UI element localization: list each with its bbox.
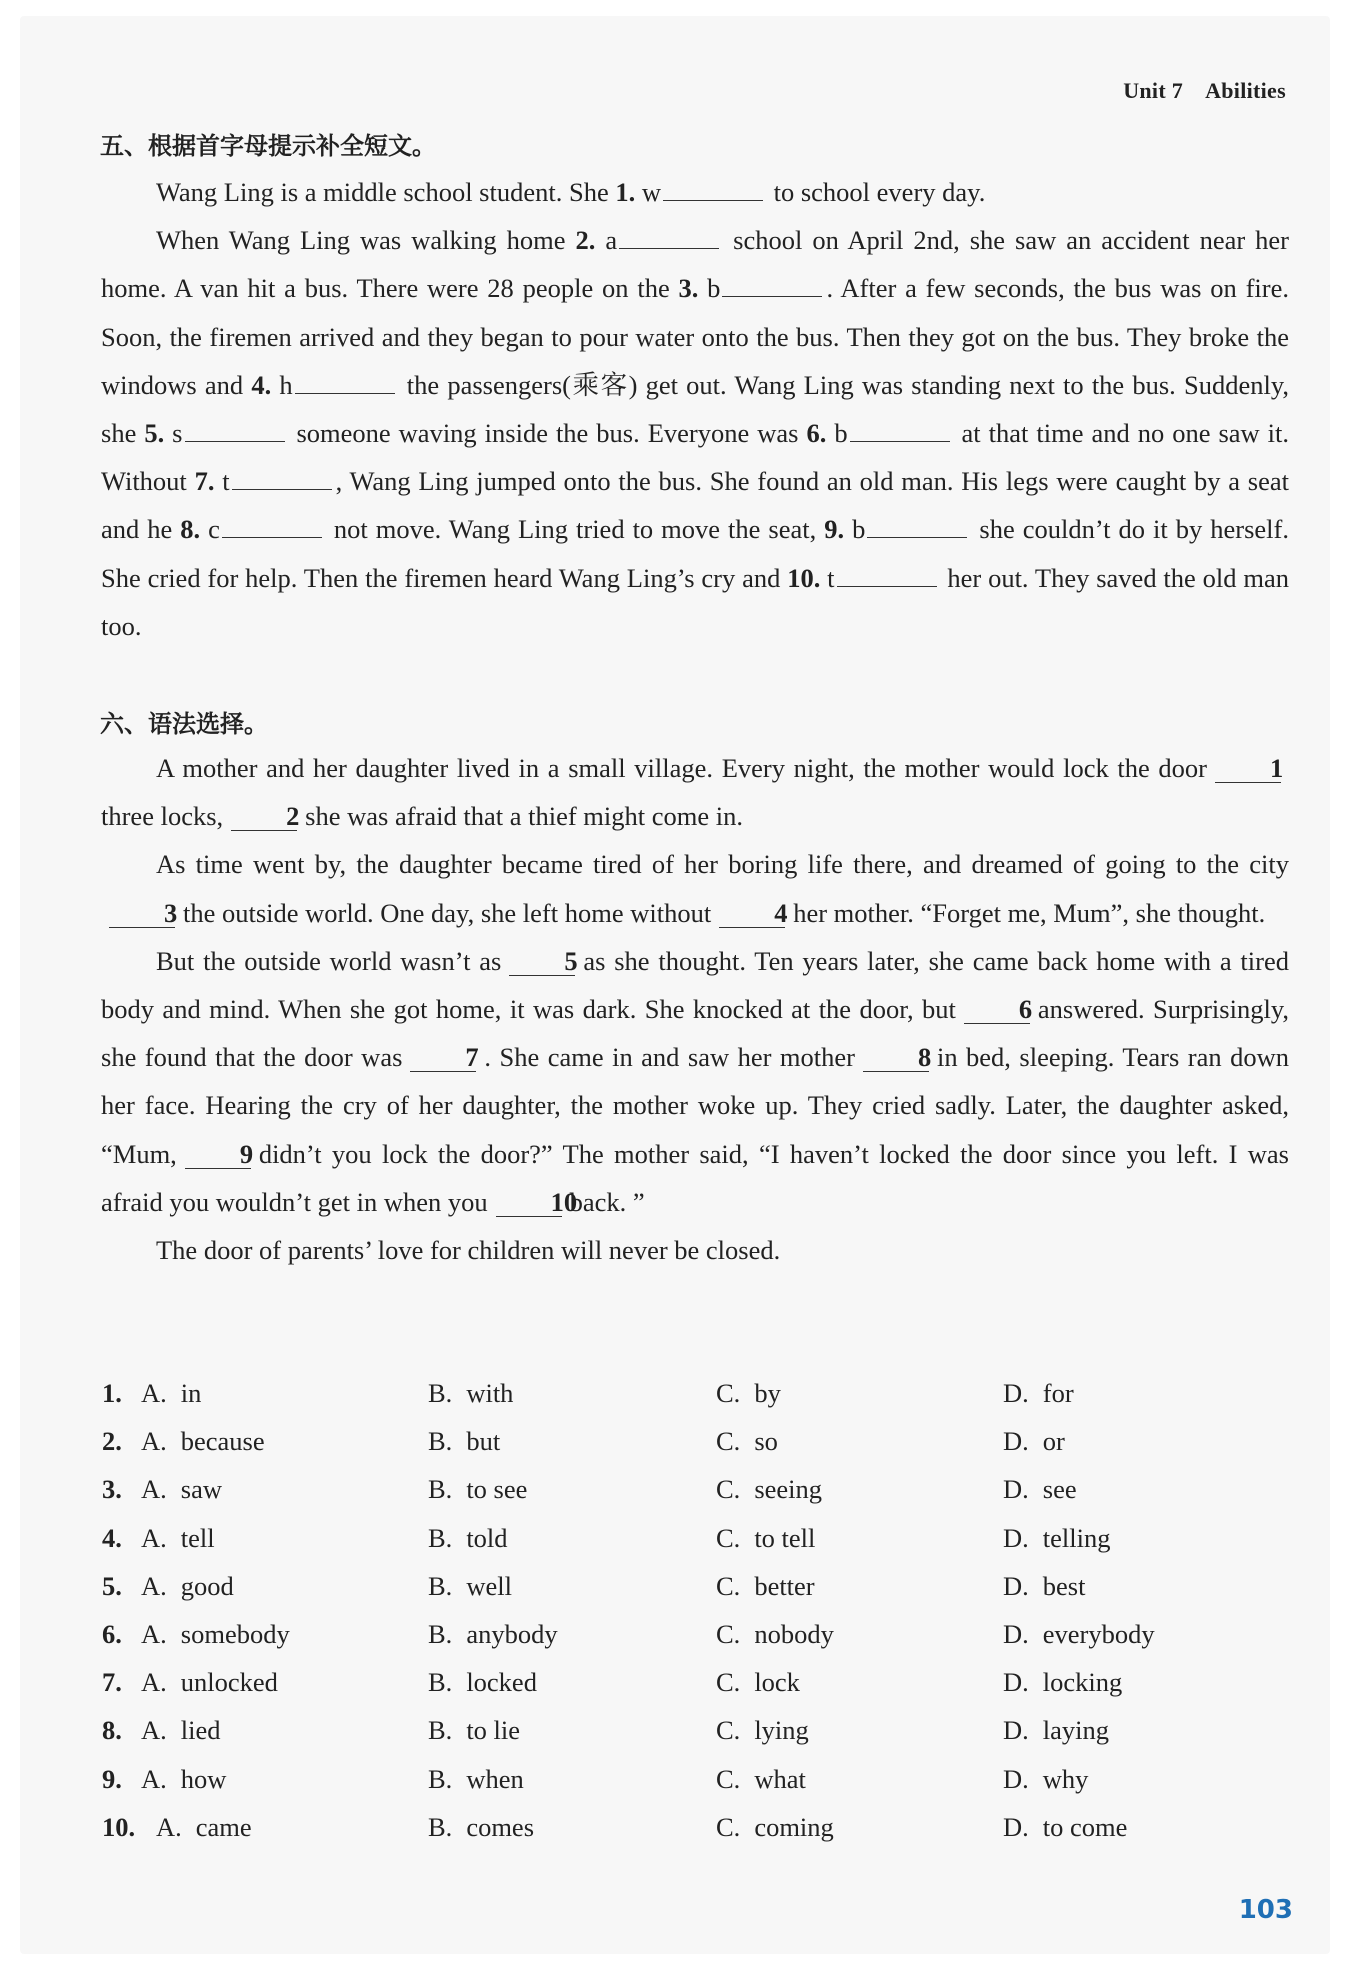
option-d[interactable]: D. everybody xyxy=(1003,1618,1155,1649)
page-header xyxy=(1123,78,1286,104)
gap-8[interactable]: 8 xyxy=(863,1043,929,1072)
options-list xyxy=(102,1370,1302,1852)
blank-10[interactable] xyxy=(837,562,937,587)
option-d[interactable]: D. laying xyxy=(1003,1715,1110,1746)
option-c[interactable]: C. what xyxy=(716,1763,806,1794)
blank-9[interactable] xyxy=(867,513,967,538)
gap-1[interactable]: 1 xyxy=(1215,754,1281,783)
blank-5[interactable] xyxy=(185,417,285,442)
option-a[interactable]: A. saw xyxy=(141,1474,222,1505)
option-c[interactable]: C. seeing xyxy=(716,1474,823,1505)
section6-title: 六、语法选择。 xyxy=(100,710,268,738)
option-d[interactable]: D. why xyxy=(1003,1763,1089,1794)
option-row xyxy=(102,1515,1302,1563)
question-number: 7. xyxy=(102,1667,122,1698)
option-a[interactable]: A. good xyxy=(141,1570,234,1601)
option-row xyxy=(102,1466,1302,1514)
blank-6[interactable] xyxy=(850,417,950,442)
question-number: 2. xyxy=(102,1426,122,1457)
question-number: 9. xyxy=(102,1763,122,1794)
option-d[interactable]: D. locking xyxy=(1003,1667,1123,1698)
option-a[interactable]: A. lied xyxy=(141,1715,221,1746)
option-a[interactable]: A. tell xyxy=(141,1522,215,1553)
option-d[interactable]: D. best xyxy=(1003,1570,1086,1601)
section5-paragraph-2: When Wang Ling was walking home 2. a school on April 2nd, she saw an accident near her home. A van hit a bus. There were 28 people on the 3. b . After a few seconds, the bus was on fire. Soon, the firemen arrived and they began to pour water onto the bus. Then they got on the bus. They broke the windows and 4. h the passengers(乘客) get out. Wang Ling was standing next to the bus. Suddenly, she 5. s someone waving inside the bus. Everyone was 6. b at that time and no one saw it. Without 7. t , Wang Ling jumped onto the bus. She found an old man. His legs were caught by a seat and he 8. c not move. Wang Ling tried to move the seat, 9. b she couldn’t do it by herself. She cried for help. Then the firemen heard Wang Ling’s cry and 10. t her out. They saved the old man too. xyxy=(101,225,1290,641)
section6-paragraph-3: But the outside world wasn’t as 5 as she thought. Ten years later, she came back home with a tired body and mind. When she got home, it was dark. She knocked at the door, but 6 answered. Surprisingly, she found that the door was 7 . She came in and saw her mother 8 in bed, sleeping. Tears ran down her face. Hearing the cry of her daughter, the mother woke up. They cried sadly. Later, the daughter asked, “Mum, 9 didn’t you lock the door?” The mother said, “I haven’t locked the door since you left. I was afraid you wouldn’t get in when you 10back. ” xyxy=(101,945,1289,1217)
gap-6[interactable]: 6 xyxy=(964,995,1030,1024)
option-a[interactable]: A. came xyxy=(156,1811,252,1842)
section6-paragraph-4: The door of parents’ love for children will never be closed. xyxy=(156,1235,781,1266)
blank-3[interactable] xyxy=(722,272,822,297)
question-number: 3. xyxy=(102,1474,122,1505)
blank-4[interactable] xyxy=(295,369,395,394)
option-a[interactable]: A. in xyxy=(141,1378,202,1408)
option-d[interactable]: D. telling xyxy=(1003,1522,1111,1553)
section6-paragraph-1: A mother and her daughter lived in a small village. Every night, the mother would lock the door 1three locks, 2 she was afraid that a thief might come in. xyxy=(101,753,1284,832)
section5-title: 五、根据首字母提示补全短文。 xyxy=(100,132,436,160)
gap-7[interactable]: 7 xyxy=(410,1043,476,1072)
option-row xyxy=(102,1756,1302,1804)
option-c[interactable]: C. coming xyxy=(716,1811,834,1842)
blank-1[interactable] xyxy=(663,176,763,201)
option-row xyxy=(102,1563,1302,1611)
section6-paragraph-2: As time went by, the daughter became tired of her boring life there, and dreamed of going to the city3 the outside world. One day, she left home without 4 her mother. “Forget me, Mum”, she thought. xyxy=(101,840,1289,936)
question-number: 1. xyxy=(102,1378,122,1408)
option-b[interactable]: B. but xyxy=(428,1426,501,1457)
blank-8[interactable] xyxy=(222,513,322,538)
blank-7[interactable] xyxy=(232,465,332,490)
option-c[interactable]: C. better xyxy=(716,1570,815,1601)
gap-9[interactable]: 9 xyxy=(185,1140,251,1169)
option-b[interactable]: B. to see xyxy=(428,1474,528,1505)
option-b[interactable]: B. well xyxy=(428,1570,512,1601)
option-b[interactable]: B. when xyxy=(428,1763,524,1794)
option-a[interactable]: A. how xyxy=(141,1763,227,1794)
section6-passage xyxy=(101,744,1289,1274)
blank-2[interactable] xyxy=(619,224,719,249)
option-b[interactable]: B. told xyxy=(428,1522,508,1553)
question-number: 10. xyxy=(102,1811,136,1842)
option-b[interactable]: B. to lie xyxy=(428,1715,521,1746)
page-number: 103 xyxy=(1238,1895,1293,1925)
option-row xyxy=(102,1707,1302,1755)
gap-10[interactable]: 10 xyxy=(496,1188,562,1217)
option-c[interactable]: C. lock xyxy=(716,1667,800,1698)
option-row xyxy=(102,1659,1302,1707)
option-c[interactable]: C. lying xyxy=(716,1715,809,1746)
option-b[interactable]: B. anybody xyxy=(428,1618,558,1649)
question-number: 4. xyxy=(102,1522,122,1553)
unit-title: Abilities xyxy=(1205,78,1286,103)
unit-label: Unit 7 xyxy=(1123,78,1184,103)
option-d[interactable]: D. see xyxy=(1003,1474,1077,1505)
gap-4[interactable]: 4 xyxy=(719,899,785,928)
question-number: 6. xyxy=(102,1618,122,1649)
question-number: 5. xyxy=(102,1570,122,1601)
option-a[interactable]: A. because xyxy=(141,1426,265,1457)
option-c[interactable]: C. nobody xyxy=(716,1618,834,1649)
option-a[interactable]: A. unlocked xyxy=(141,1667,278,1698)
gap-2[interactable]: 2 xyxy=(231,802,297,831)
option-d[interactable]: D. to come xyxy=(1003,1811,1128,1842)
question-number: 8. xyxy=(102,1715,122,1746)
option-row xyxy=(102,1370,1302,1418)
option-a[interactable]: A. somebody xyxy=(141,1618,290,1649)
section5-paragraph-1: Wang Ling is a middle school student. She 1. w to school every day. xyxy=(156,177,986,207)
option-d[interactable]: D. or xyxy=(1003,1426,1065,1457)
gap-3[interactable]: 3 xyxy=(109,899,175,928)
section5-passage xyxy=(101,168,1289,650)
option-b[interactable]: B. comes xyxy=(428,1811,535,1842)
option-c[interactable]: C. to tell xyxy=(716,1522,816,1553)
option-row xyxy=(102,1418,1302,1466)
gap-5[interactable]: 5 xyxy=(509,947,575,976)
option-d[interactable]: D. for xyxy=(1003,1378,1074,1408)
option-b[interactable]: B. with xyxy=(428,1378,514,1408)
option-row xyxy=(102,1611,1302,1659)
option-c[interactable]: C. so xyxy=(716,1426,778,1457)
option-b[interactable]: B. locked xyxy=(428,1667,537,1698)
option-row xyxy=(102,1804,1302,1852)
option-c[interactable]: C. by xyxy=(716,1378,781,1408)
